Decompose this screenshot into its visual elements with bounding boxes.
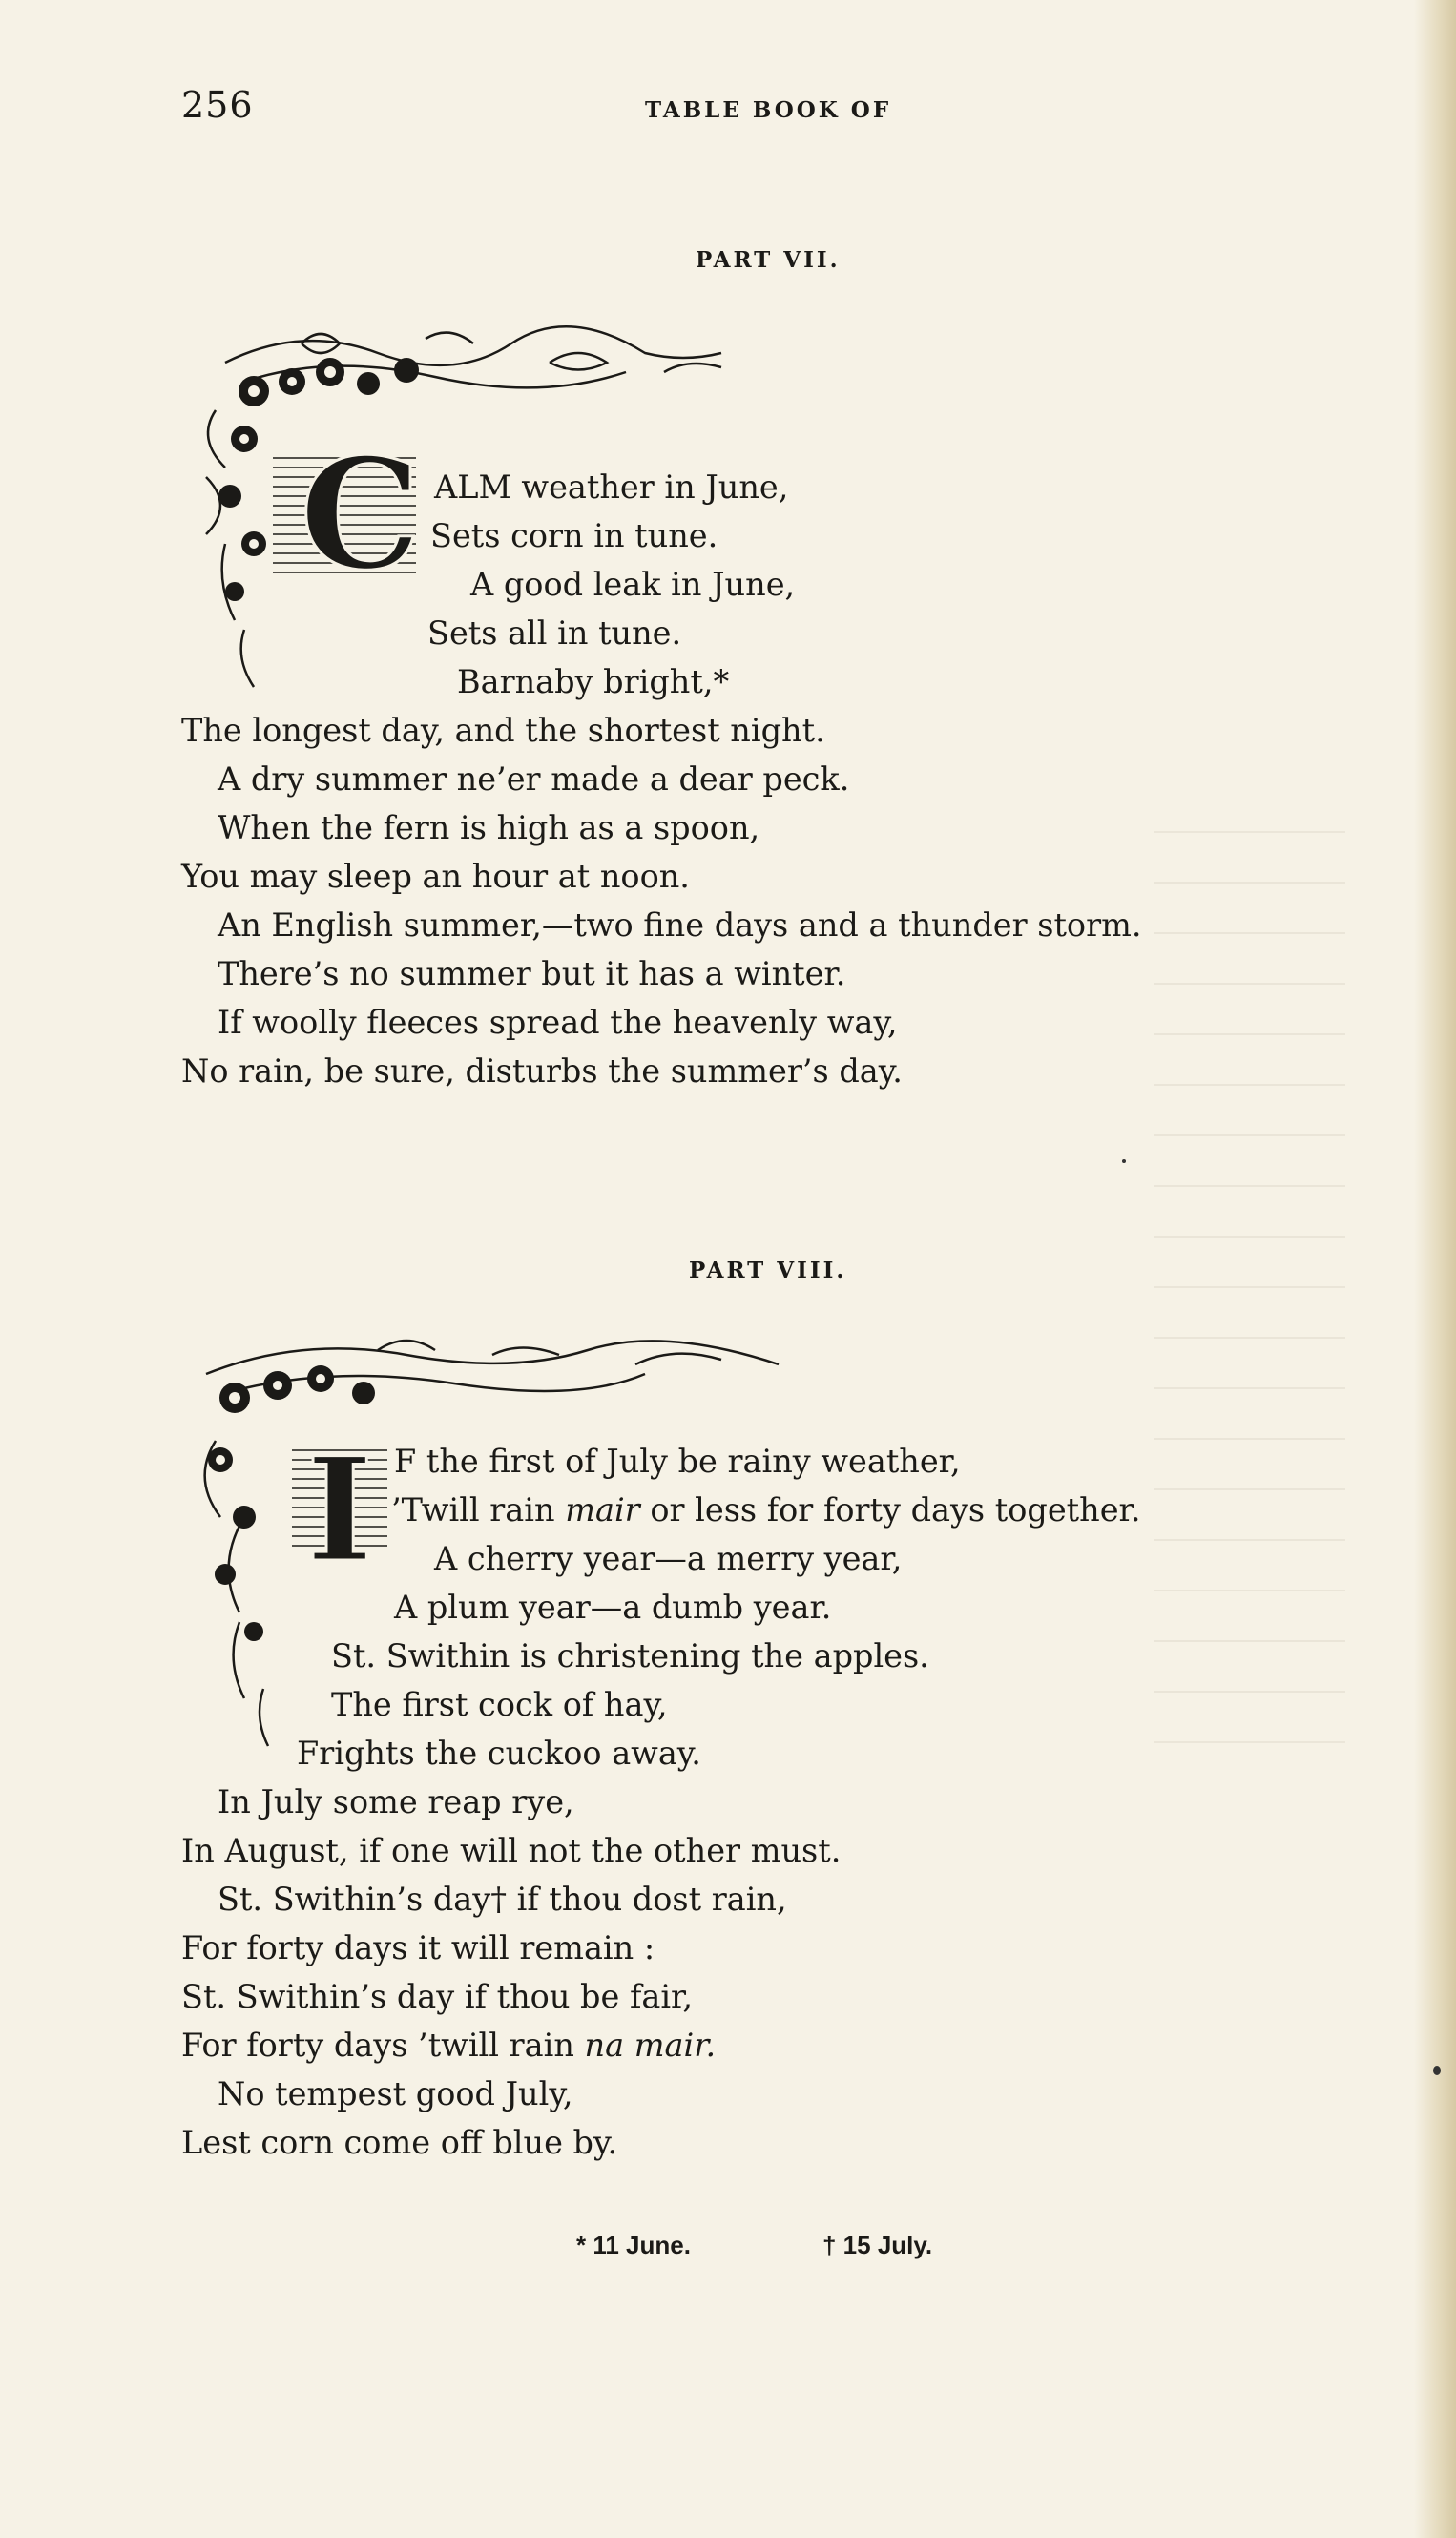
part-vii-line-3: A good leak in June, [470, 566, 796, 603]
part-viii-line-5: St. Swithin is christening the apples. [331, 1637, 929, 1675]
part-vii-line-2: Sets corn in tune. [430, 517, 718, 554]
part-viii-line-9: In August, if one will not the other must. [181, 1832, 842, 1869]
show-through-text [1145, 782, 1431, 1737]
part-viii-line-10: St. Swithin’s day† if thou dost rain, [218, 1881, 787, 1918]
paper-speck [1122, 1159, 1126, 1163]
part-vii-line-10: An English summer,—two fine days and a thunder storm. [218, 906, 1142, 944]
part-vii-line-12: If woolly fleeces spread the heavenly way, [218, 1004, 898, 1041]
part-viii-line-11: For forty days it will remain : [181, 1929, 655, 1966]
part-viii-line-13: For forty days ’twill rain na mair. [181, 2027, 717, 2064]
part-vii-line-13: No rain, be sure, disturbs the summer’s day. [181, 1052, 903, 1090]
paper-speck [1433, 2066, 1441, 2075]
part-vii-heading: PART VII. [696, 247, 841, 273]
part-vii-line-7: A dry summer ne’er made a dear peck. [218, 760, 850, 798]
part-vii-line-8: When the fern is high as a spoon, [218, 809, 760, 846]
svg-text:C: C [300, 425, 422, 604]
part-viii-line-2: ’Twill rain mair or less for forty days together. [391, 1491, 1141, 1529]
part-vii-line-5: Barnaby bright,* [457, 663, 730, 700]
part-viii-line-8: In July some reap rye, [218, 1783, 574, 1820]
part-viii-heading: PART VIII. [689, 1258, 847, 1283]
part-viii-line-15: Lest corn come off blue by. [181, 2124, 618, 2161]
part-viii-line-3: A cherry year—a merry year, [434, 1540, 903, 1577]
part-viii-line-4: A plum year—a dumb year. [394, 1589, 832, 1626]
footnote-june: * 11 June. [576, 2231, 691, 2259]
part-viii-line-7: Frights the cuckoo away. [297, 1735, 701, 1772]
part-viii-line-1: F the first of July be rainy weather, [394, 1443, 961, 1480]
part-vii-line-1: ALM weather in June, [434, 468, 789, 506]
running-title: TABLE BOOK OF [645, 97, 892, 123]
part-vii-line-4: Sets all in tune. [427, 614, 682, 652]
page-number: 256 [181, 84, 254, 126]
part-viii-line-12: St. Swithin’s day if thou be fair, [181, 1978, 694, 2015]
footnote-july: † 15 July. [822, 2231, 933, 2259]
part-vii-line-9: You may sleep an hour at noon. [181, 858, 690, 895]
part-viii-line-14: No tempest good July, [218, 2075, 573, 2112]
svg-text:I: I [306, 1426, 374, 1594]
part-vii-line-6: The longest day, and the shortest night. [181, 712, 825, 749]
part-viii-line-6: The first cock of hay, [331, 1686, 668, 1723]
part-vii-line-11: There’s no summer but it has a winter. [218, 955, 846, 992]
